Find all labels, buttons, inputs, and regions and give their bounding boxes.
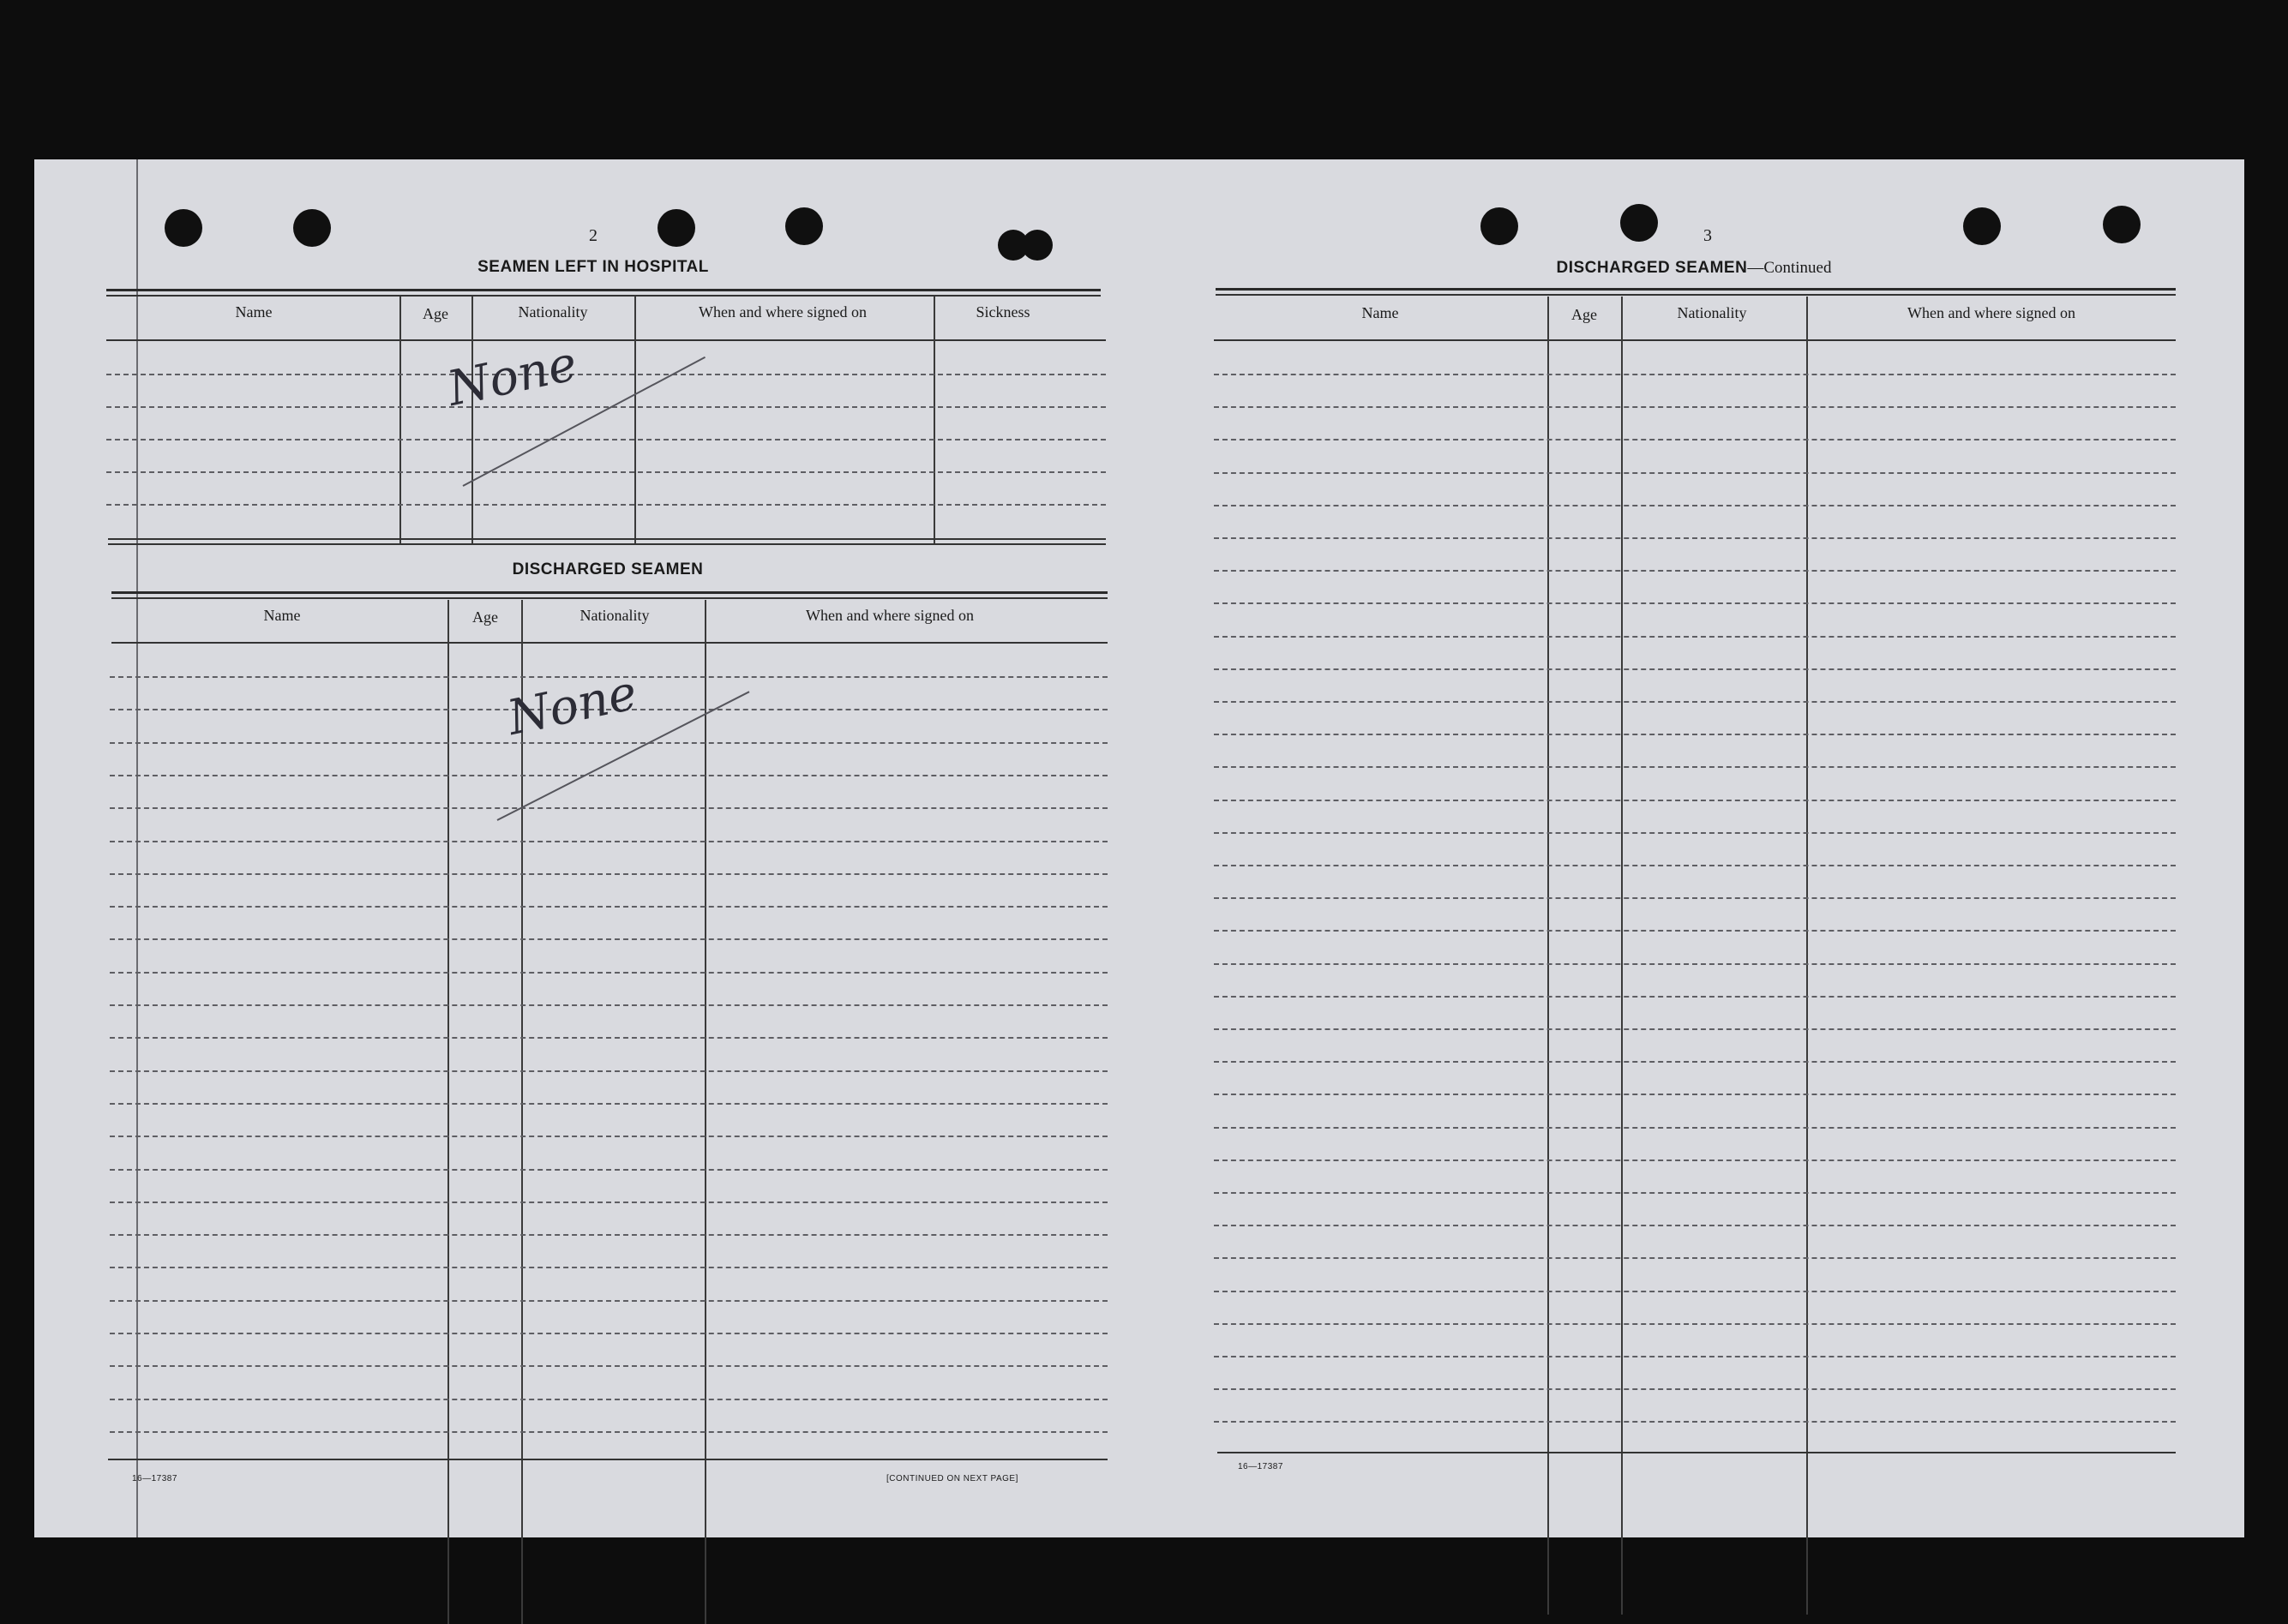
continued-entry-row: [1214, 1356, 2176, 1357]
continued-col-age: Age: [1571, 306, 1597, 323]
continued-entry-row: [1214, 832, 2176, 834]
discharged-continued-title-main: DISCHARGED SEAMEN: [1556, 259, 1748, 277]
hospital-col-divider: [399, 297, 401, 545]
discharged-entry-row: [110, 1103, 1108, 1105]
discharged-entry-row: [110, 1267, 1108, 1268]
continued-entry-row: [1214, 1127, 2176, 1129]
discharged-entry-row: [110, 873, 1108, 875]
hospital-col-nationality: Nationality: [518, 303, 588, 321]
hospital-col-sickness: Sickness: [976, 303, 1030, 321]
continued-col-name: Name: [1361, 304, 1399, 321]
continued-entry-row: [1214, 930, 2176, 932]
hospital-entry-row: [106, 374, 1106, 375]
continued-entry-row: [1214, 963, 2176, 965]
discharged-entry-row: [110, 742, 1108, 744]
hospital-bottom-rule: [108, 538, 1106, 540]
page-number-left: 2: [589, 226, 598, 245]
continued-entry-row: [1214, 1291, 2176, 1292]
discharged-entry-row: [110, 906, 1108, 908]
continued-entry-row: [1214, 406, 2176, 408]
punch-hole: [293, 209, 331, 247]
discharged-top-rule: [111, 591, 1108, 594]
punch-hole: [1963, 207, 2001, 245]
discharged-entry-row: [110, 938, 1108, 940]
continued-entry-row: [1214, 537, 2176, 539]
hospital-col-age: Age: [423, 305, 448, 322]
continued-top-rule: [1216, 288, 2176, 291]
continued-entry-row: [1214, 1257, 2176, 1259]
hospital-col-divider: [471, 297, 473, 545]
continued-note: [CONTINUED ON NEXT PAGE]: [886, 1474, 1018, 1483]
continued-entry-row: [1214, 472, 2176, 474]
punch-hole: [2103, 206, 2141, 243]
discharged-col-divider: [705, 600, 706, 1624]
discharged-entry-row: [110, 1234, 1108, 1236]
continued-entry-row: [1214, 374, 2176, 375]
hospital-entry-row: [106, 504, 1106, 506]
hospital-header-rule: [106, 339, 1106, 341]
form-number-right: 16—17387: [1238, 1462, 1283, 1471]
continued-entry-row: [1214, 865, 2176, 866]
continued-entry-row: [1214, 1094, 2176, 1095]
discharged-entry-row: [110, 775, 1108, 776]
margin-line: [136, 159, 138, 1537]
continued-entry-row: [1214, 1028, 2176, 1030]
discharged-entry-row: [110, 1399, 1108, 1400]
hospital-bottom-rule-2: [108, 543, 1106, 545]
page-number-right: 3: [1703, 226, 1712, 245]
continued-entry-row: [1214, 996, 2176, 998]
discharged-bottom-rule: [108, 1459, 1108, 1460]
punch-hole: [658, 209, 695, 247]
continued-entry-row: [1214, 800, 2176, 801]
discharged-entry-row: [110, 1136, 1108, 1137]
discharged-col-divider: [447, 600, 449, 1624]
hospital-top-rule: [106, 289, 1101, 291]
discharged-entry-row: [110, 1169, 1108, 1171]
discharged-entry-row: [110, 807, 1108, 809]
punch-hole: [1480, 207, 1518, 245]
hospital-entry-row: [106, 471, 1106, 473]
hospital-handwritten-none: None: [442, 335, 582, 417]
continued-col-signed-on: When and where signed on: [1907, 304, 2075, 321]
discharged-entry-row: [110, 1070, 1108, 1072]
continued-entry-row: [1214, 1160, 2176, 1161]
hospital-col-divider: [934, 297, 935, 545]
discharged-continued-title: [1557, 259, 1832, 278]
continued-entry-row: [1214, 734, 2176, 735]
hospital-entry-row: [106, 439, 1106, 440]
punch-hole: [785, 207, 823, 245]
discharged-col-age: Age: [472, 608, 498, 626]
continued-col-nationality: Nationality: [1677, 304, 1747, 321]
discharged-top-rule-2: [111, 597, 1108, 599]
hospital-col-name: Name: [235, 303, 273, 321]
discharged-entry-row: [110, 1202, 1108, 1203]
hospital-col-signed-on: When and where signed on: [699, 303, 867, 321]
hospital-col-divider: [634, 297, 636, 545]
discharged-section-title: DISCHARGED SEAMEN: [512, 560, 704, 578]
continued-entry-row: [1214, 505, 2176, 506]
discharged-col-name: Name: [263, 607, 301, 624]
discharged-col-signed-on: When and where signed on: [806, 607, 974, 624]
ledger-sheet: [34, 159, 2244, 1537]
continued-top-rule-2: [1216, 294, 2176, 296]
continued-entry-row: [1214, 439, 2176, 440]
continued-entry-row: [1214, 602, 2176, 604]
continued-entry-row: [1214, 636, 2176, 638]
hospital-section-title: SEAMEN LEFT IN HOSPITAL: [477, 258, 709, 276]
continued-col-divider: [1547, 297, 1549, 1615]
discharged-entry-row: [110, 1004, 1108, 1006]
discharged-entry-row: [110, 1333, 1108, 1334]
continued-header-rule: [1214, 339, 2176, 341]
discharged-entry-row: [110, 972, 1108, 974]
continued-entry-row: [1214, 1225, 2176, 1226]
continued-entry-row: [1214, 570, 2176, 572]
discharged-entry-row: [110, 1037, 1108, 1039]
continued-col-divider: [1621, 297, 1623, 1615]
continued-entry-row: [1214, 897, 2176, 899]
continued-entry-row: [1214, 1192, 2176, 1194]
discharged-entry-row: [110, 1431, 1108, 1433]
continued-entry-row: [1214, 668, 2176, 670]
continued-entry-row: [1214, 1323, 2176, 1325]
form-number-left: 16—17387: [132, 1474, 177, 1483]
discharged-header-rule: [111, 642, 1108, 644]
discharged-entry-row: [110, 1365, 1108, 1367]
punch-hole: [1620, 204, 1658, 242]
continued-entry-row: [1214, 1421, 2176, 1423]
continued-col-divider: [1806, 297, 1808, 1615]
continued-bottom-rule: [1217, 1452, 2176, 1453]
discharged-entry-row: [110, 841, 1108, 842]
discharged-entry-row: [110, 1300, 1108, 1302]
continued-entry-row: [1214, 766, 2176, 768]
hospital-top-rule-2: [106, 295, 1101, 297]
continued-entry-row: [1214, 1388, 2176, 1390]
continued-entry-row: [1214, 1061, 2176, 1063]
punch-hole: [1022, 230, 1053, 261]
discharged-handwritten-none: None: [502, 664, 642, 746]
discharged-col-nationality: Nationality: [580, 607, 650, 624]
discharged-continued-title-suffix: —Continued: [1747, 259, 1832, 277]
punch-hole: [165, 209, 202, 247]
discharged-col-divider: [521, 600, 523, 1624]
continued-entry-row: [1214, 701, 2176, 703]
